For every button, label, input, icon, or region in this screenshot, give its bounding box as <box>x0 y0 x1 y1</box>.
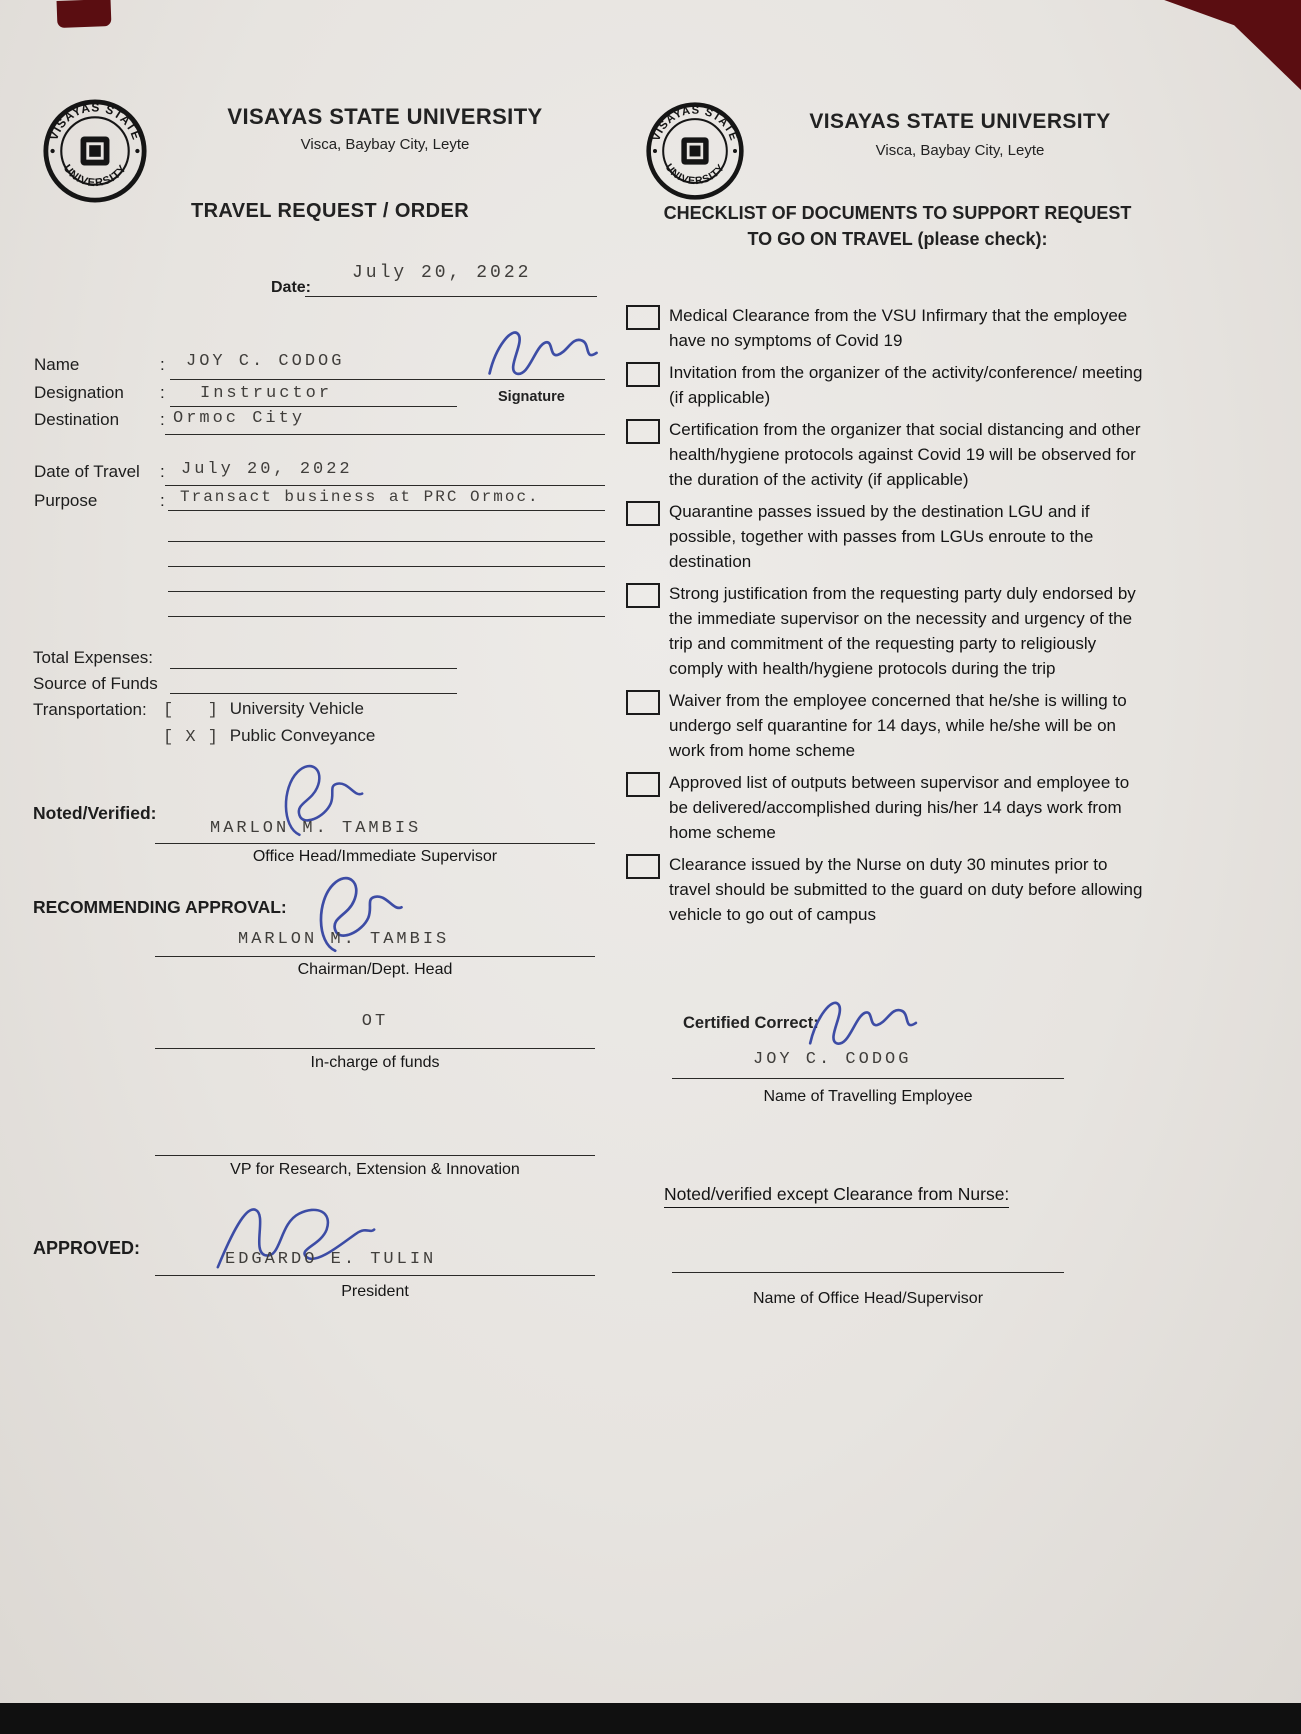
left-university-name: VISAYAS STATE UNIVERSITY <box>227 104 543 129</box>
checkbox <box>626 501 660 526</box>
travel-date-label: Date of Travel <box>34 462 140 481</box>
transport-option-label: University Vehicle <box>229 699 364 718</box>
checkbox <box>626 305 660 330</box>
name-value: JOY C. CODOG <box>186 352 345 371</box>
funds-line <box>155 1048 595 1049</box>
recommending-signature-line <box>155 956 595 957</box>
checklist-item-text: Strong justification from the requesting party duly endorsed by the immediate supervisor on the necessity and urgency of the trip and commitment of the requesting party to religiously comply with health/hygiene protocols during the trip <box>669 584 1136 678</box>
checklist-item <box>626 770 1156 845</box>
checklist-title-line1: CHECKLIST OF DOCUMENTS TO SUPPORT REQUEST <box>663 203 1132 223</box>
checkbox-brackets: [ X ] <box>163 728 220 747</box>
right-university-name: VISAYAS STATE UNIVERSITY <box>809 110 1111 133</box>
checklist-item <box>626 499 1156 574</box>
svg-text:UNIVERSITY <box>61 163 129 190</box>
svg-text:VISAYAS STATE <box>46 100 144 142</box>
vp-caption: VP for Research, Extension & Innovation <box>230 1161 520 1178</box>
certified-signature-line <box>672 1078 1064 1079</box>
svg-text:VISAYAS STATE <box>650 105 740 143</box>
checklist-item-text: Approved list of outputs between supervisor and employee to be delivered/accomplished during his/her 14 days work from home scheme <box>669 773 1130 842</box>
checklist-item-text: Invitation from the organizer of the activity/conference/ meeting (if applicable) <box>669 363 1143 407</box>
funds-initials: OT <box>361 1012 389 1031</box>
colon: : <box>160 383 165 402</box>
purpose-line <box>168 510 605 511</box>
signature-recommending <box>305 870 411 963</box>
recommending-approval-label: RECOMMENDING APPROVAL: <box>33 897 287 917</box>
colon: : <box>160 491 165 510</box>
university-seal-logo <box>645 101 745 201</box>
certified-correct-label: Certified Correct: <box>683 1014 819 1032</box>
office-head-caption: Name of Office Head/Supervisor <box>752 1290 984 1307</box>
blank-line <box>168 616 605 617</box>
colon: : <box>160 355 165 374</box>
name-label: Name <box>34 355 80 374</box>
funds-caption: In-charge of funds <box>310 1054 440 1071</box>
date-line <box>305 296 597 297</box>
approved-caption: President <box>341 1283 409 1300</box>
checklist-item <box>626 303 1156 353</box>
checkbox <box>626 854 660 879</box>
approved-label: APPROVED: <box>33 1238 141 1258</box>
svg-text:UNIVERSITY <box>663 162 728 187</box>
checkbox <box>626 690 660 715</box>
checklist-item <box>626 417 1156 492</box>
transportation-label: Transportation: <box>33 700 147 719</box>
transport-option-university-vehicle <box>163 699 364 720</box>
checkbox <box>626 419 660 444</box>
seal-arc-bottom-text: UNIVERSITY <box>60 162 130 190</box>
checklist-item-text: Certification from the organizer that social distancing and other health/hygiene protocols against Covid 19 will be observed for the duration of the activity (if applicable) <box>669 420 1141 489</box>
source-of-funds-label: Source of Funds <box>33 674 158 693</box>
checklist-item <box>626 852 1156 927</box>
noted-verified-label: Noted/Verified: <box>33 803 157 823</box>
left-university-address: Visca, Baybay City, Leyte <box>300 136 470 153</box>
signature-label: Signature <box>498 389 565 405</box>
colon: : <box>160 410 165 429</box>
scan-artifact-top-right <box>1149 0 1301 90</box>
right-university-address: Visca, Baybay City, Leyte <box>875 142 1045 159</box>
total-expenses-label: Total Expenses: <box>33 648 154 667</box>
certified-name: JOY C. CODOG <box>753 1050 912 1069</box>
vp-line <box>155 1155 595 1156</box>
blank-line <box>168 591 605 592</box>
colon: : <box>160 462 165 481</box>
seal-arc-bottom-text: UNIVERSITY <box>662 162 728 188</box>
noted-name: MARLON M. TAMBIS <box>210 819 422 838</box>
scan-artifact-bottom-bar <box>0 1703 1301 1734</box>
signature-name-field <box>478 320 604 397</box>
recommending-name: MARLON M. TAMBIS <box>238 930 450 949</box>
checklist-item-text: Clearance issued by the Nurse on duty 30 minutes prior to travel should be submitted to the guard on duty before allowing vehicle to go out of campus <box>669 855 1143 924</box>
checklist-item-text: Medical Clearance from the VSU Infirmary that the employee have no symptoms of Covid 19 <box>669 306 1128 350</box>
designation-line <box>170 406 457 407</box>
destination-line <box>165 434 605 435</box>
designation-value: Instructor <box>200 384 333 403</box>
university-seal-logo <box>42 98 148 204</box>
scan-artifact-top-left <box>57 0 112 28</box>
travel-date-line <box>165 485 605 486</box>
noted-signature-line <box>155 843 595 844</box>
transport-option-label: Public Conveyance <box>229 726 376 745</box>
travel-date-value: July 20, 2022 <box>181 460 353 479</box>
checklist-item-text: Quarantine passes issued by the destination LGU and if possible, together with passes from LGUs enroute to the destination <box>669 502 1094 571</box>
recommending-caption: Chairman/Dept. Head <box>297 961 453 978</box>
noted-except-clearance-text: Noted/verified except Clearance from Nurse: <box>664 1184 1009 1208</box>
designation-label: Designation <box>34 383 124 402</box>
source-of-funds-line <box>170 693 457 694</box>
blank-line <box>168 566 605 567</box>
date-label: Date: <box>271 279 312 296</box>
checkbox <box>626 772 660 797</box>
approved-signature-line <box>155 1275 595 1276</box>
checklist-item <box>626 581 1156 681</box>
checklist-item <box>626 688 1156 763</box>
purpose-label: Purpose <box>34 491 98 510</box>
seal-arc-top-text: VISAYAS STATE <box>46 100 144 143</box>
checklist-item <box>626 360 1156 410</box>
approved-name: EDGARDO E. TULIN <box>225 1250 437 1269</box>
transport-option-public-conveyance <box>163 726 375 747</box>
noted-caption: Office Head/Immediate Supervisor <box>252 848 498 865</box>
checkbox-brackets: [ ] <box>163 701 220 720</box>
checklist-title-line2: TO GO ON TRAVEL (please check): <box>747 229 1048 249</box>
checklist <box>626 303 1156 934</box>
purpose-value: Transact business at PRC Ormoc. <box>180 488 540 506</box>
blank-line <box>168 541 605 542</box>
form-title: TRAVEL REQUEST / ORDER <box>190 200 470 222</box>
date-value: July 20, 2022 <box>352 263 532 283</box>
total-expenses-line <box>170 668 457 669</box>
certified-caption: Name of Travelling Employee <box>763 1088 973 1105</box>
checkbox <box>626 583 660 608</box>
destination-label: Destination <box>34 410 120 429</box>
destination-value: Ormoc City <box>173 409 306 428</box>
checklist-item-text: Waiver from the employee concerned that he/she is willing to undergo self quarantine for 14 days, while he/she will be on work from home scheme <box>669 691 1127 760</box>
checkbox <box>626 362 660 387</box>
seal-arc-top-text: VISAYAS STATE <box>650 104 740 143</box>
office-head-signature-line <box>672 1272 1064 1273</box>
